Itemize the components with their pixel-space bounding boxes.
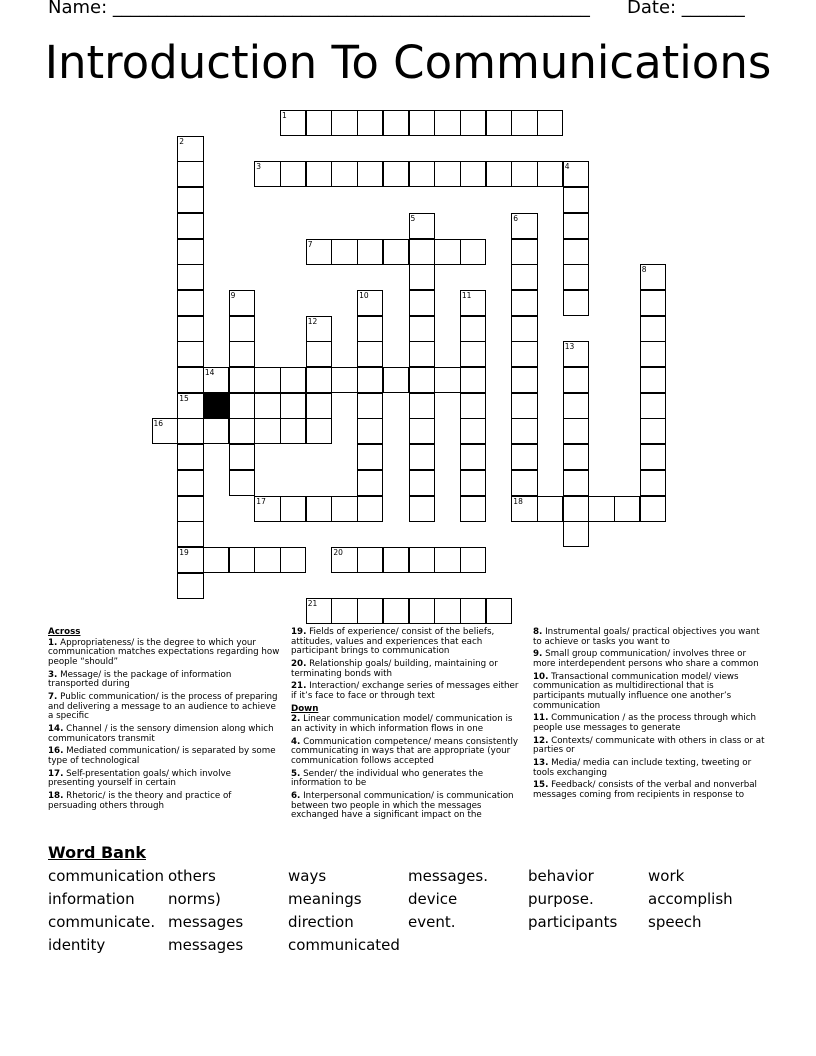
crossword-cell[interactable] [280, 418, 306, 444]
crossword-cell[interactable] [460, 239, 486, 265]
crossword-cell[interactable] [511, 444, 537, 470]
clue-across-1: 1. Appropriateness/ is the degree to which your communication matches expectations regarding how people “should” [48, 637, 280, 667]
crossword-cell[interactable] [177, 213, 203, 239]
clue-down-11: 11. Communication / as the process through which people use messages to generate [533, 713, 757, 733]
word-bank-item: identity [48, 936, 106, 954]
word-bank-item: purpose. [528, 890, 594, 908]
crossword-cell[interactable] [280, 393, 306, 419]
crossword-cell[interactable] [357, 341, 383, 367]
crossword-cell[interactable] [486, 598, 512, 624]
crossword-cell[interactable] [177, 573, 203, 599]
crossword-cell[interactable] [511, 393, 537, 419]
clue-down-5: 5. Sender/ the individual who generates the information to be [291, 768, 484, 789]
clue-number-17: 17 [256, 496, 266, 506]
crossword-cell[interactable] [511, 418, 537, 444]
crossword-cell[interactable] [640, 316, 666, 342]
crossword-cell[interactable] [177, 341, 203, 367]
crossword-cell[interactable] [383, 598, 409, 624]
crossword-cell[interactable] [409, 470, 435, 496]
crossword-cell[interactable] [383, 239, 409, 265]
crossword-cell[interactable] [254, 393, 280, 419]
clue-across-20: 20. Relationship goals/ building, maintaining or terminating bonds with [291, 658, 498, 679]
clue-number-18: 18 [513, 496, 523, 506]
crossword-cell[interactable] [563, 496, 589, 522]
word-bank-item: norms) [168, 890, 221, 908]
crossword-cell[interactable] [563, 418, 589, 444]
crossword-cell[interactable] [177, 470, 203, 496]
clue-number-9: 9 [230, 290, 236, 300]
crossword-cell[interactable] [280, 161, 306, 187]
crossword-cell[interactable] [229, 547, 255, 573]
crossword-cell[interactable] [409, 547, 435, 573]
crossword-cell[interactable] [460, 367, 486, 393]
crossword-cell[interactable] [306, 393, 332, 419]
crossword-cell[interactable] [280, 367, 306, 393]
clue-number-5: 5 [410, 213, 416, 223]
crossword-cell[interactable] [563, 290, 589, 316]
crossword-cell[interactable] [511, 110, 537, 136]
clue-number-20: 20 [333, 547, 343, 557]
crossword-cell[interactable] [563, 470, 589, 496]
clue-down-2: 2. Linear communication model/ communication is an activity in which information flows in one [291, 714, 513, 734]
crossword-cell[interactable] [640, 393, 666, 419]
clue-down-10: 10. Transactional communication model/ views communication as multidirectional that is participants mutually influence one another’s communication [533, 671, 739, 711]
crossword-cell[interactable] [331, 161, 357, 187]
crossword-cell[interactable] [229, 444, 255, 470]
clue-number-16: 16 [153, 419, 164, 429]
crossword-cell[interactable] [640, 470, 666, 496]
clue-across-18: 18. Rhetoric/ is the theory and practice of persuading others through [48, 791, 232, 811]
crossword-cell[interactable] [409, 598, 435, 624]
word-bank-item: meanings [288, 890, 362, 908]
crossword-cell[interactable] [280, 496, 306, 522]
crossword-cell[interactable] [331, 110, 357, 136]
crossword-cell[interactable] [203, 418, 229, 444]
crossword-cell[interactable] [434, 110, 460, 136]
clues-column-2 [291, 628, 523, 824]
crossword-cell[interactable] [434, 598, 460, 624]
word-bank-item: ways [288, 867, 327, 885]
crossword-cell[interactable] [460, 496, 486, 522]
crossword-cell[interactable] [331, 239, 357, 265]
crossword-cell[interactable] [306, 110, 332, 136]
crossword-cell[interactable] [357, 547, 383, 573]
crossword-cell[interactable] [511, 239, 537, 265]
crossword-cell[interactable] [383, 161, 409, 187]
crossword-cell[interactable] [306, 367, 332, 393]
clue-across-3: 3. Message/ is the package of information transported during [48, 669, 232, 690]
crossword-black-cell [203, 393, 229, 419]
crossword-cell[interactable] [177, 418, 203, 444]
crossword-cell[interactable] [563, 444, 589, 470]
crossword-cell[interactable] [357, 161, 383, 187]
word-bank-item: participants [528, 913, 618, 931]
crossword-cell[interactable] [357, 470, 383, 496]
crossword-cell[interactable] [460, 598, 486, 624]
crossword-cell[interactable] [563, 239, 589, 265]
crossword-cell[interactable] [486, 161, 512, 187]
name-field[interactable]: Name: _____________________________________________________ [48, 0, 590, 18]
clues-column-3 [533, 628, 765, 804]
crossword-cell[interactable] [563, 393, 589, 419]
crossword-cell[interactable] [537, 496, 563, 522]
clue-number-11: 11 [461, 290, 472, 300]
crossword-cell[interactable] [409, 418, 435, 444]
crossword-cell[interactable] [331, 496, 357, 522]
crossword-cell[interactable] [383, 367, 409, 393]
crossword-cell[interactable] [511, 316, 537, 342]
crossword-cell[interactable] [409, 264, 435, 290]
crossword-cell[interactable] [177, 239, 203, 265]
crossword-cell[interactable] [409, 367, 435, 393]
crossword-cell[interactable] [254, 367, 280, 393]
crossword-cell[interactable] [357, 418, 383, 444]
word-bank-item: work [648, 867, 685, 885]
down-heading: Down [291, 703, 319, 714]
word-bank-item: messages [168, 913, 244, 931]
crossword-cell[interactable] [460, 341, 486, 367]
crossword-cell[interactable] [563, 187, 589, 213]
crossword-cell[interactable] [331, 598, 357, 624]
clue-down-4: 4. Communication competence/ means consistently communicating in ways that are appropriate (your communication follows accepted [291, 736, 519, 766]
crossword-cell[interactable] [229, 367, 255, 393]
crossword-cell[interactable] [409, 161, 435, 187]
word-bank-title: Word Bank [48, 843, 147, 862]
crossword-cell[interactable] [640, 290, 666, 316]
crossword-cell[interactable] [563, 264, 589, 290]
date-field[interactable]: Date: _______ [627, 0, 745, 18]
crossword-cell[interactable] [306, 161, 332, 187]
clue-number-7: 7 [307, 239, 313, 249]
crossword-cell[interactable] [383, 110, 409, 136]
across-heading: Across [48, 627, 81, 637]
clue-down-15: 15. Feedback/ consists of the verbal and nonverbal messages coming from recipients in response to [533, 780, 757, 801]
crossword-cell[interactable] [357, 110, 383, 136]
word-bank-item: communication [48, 867, 165, 885]
crossword-cell[interactable] [254, 547, 280, 573]
crossword-cell[interactable] [563, 213, 589, 239]
crossword-cell[interactable] [203, 547, 229, 573]
word-bank-item: direction [288, 913, 354, 931]
crossword-cell[interactable] [640, 444, 666, 470]
clue-number-14: 14 [204, 368, 215, 377]
word-bank-item: messages [168, 936, 244, 954]
crossword-cell[interactable] [357, 598, 383, 624]
crossword-cell[interactable] [383, 547, 409, 573]
crossword-cell[interactable] [229, 316, 255, 342]
word-bank-item: device [408, 890, 458, 908]
crossword-cell[interactable] [177, 316, 203, 342]
clue-down-9: 9. Small group communication/ involves three or more interdependent persons who share a common [533, 649, 759, 669]
crossword-cell[interactable] [229, 470, 255, 496]
clue-number-8: 8 [641, 265, 647, 275]
clue-number-19: 19 [179, 547, 189, 557]
crossword-cell[interactable] [614, 496, 640, 522]
clue-number-13: 13 [564, 342, 575, 352]
crossword-cell[interactable] [537, 110, 563, 136]
crossword-cell[interactable] [409, 239, 435, 265]
word-bank-item: accomplish [648, 890, 733, 908]
crossword-cell[interactable] [357, 393, 383, 419]
word-bank-item: communicate. [48, 913, 156, 931]
crossword-cell[interactable] [511, 161, 537, 187]
clue-down-6: 6. Interpersonal communication/ is communication between two people in which the messages exchanged have a significant impact on the [291, 791, 514, 821]
crossword-cell[interactable] [306, 496, 332, 522]
clue-number-15: 15 [179, 393, 189, 403]
crossword-cell[interactable] [434, 161, 460, 187]
word-bank-item: others [168, 867, 216, 885]
crossword-cell[interactable] [486, 110, 512, 136]
clue-across-21: 21. Interaction/ exchange series of messages either if it’s face to face or through text [291, 681, 519, 701]
crossword-cell[interactable] [357, 496, 383, 522]
crossword-cell[interactable] [409, 316, 435, 342]
clue-down-12: 12. Contexts/ communicate with others in class or at parties or [533, 735, 765, 756]
crossword-cell[interactable] [640, 341, 666, 367]
crossword-cell[interactable] [177, 187, 203, 213]
clue-number-2: 2 [179, 136, 184, 146]
crossword-cell[interactable] [177, 290, 203, 316]
clue-across-17: 17. Self-presentation goals/ which involve presenting yourself in certain [48, 768, 232, 789]
word-bank-item: event. [408, 913, 456, 931]
crossword-cell[interactable] [640, 496, 666, 522]
crossword-cell[interactable] [357, 367, 383, 393]
word-bank-item: messages. [408, 867, 488, 885]
crossword-cell[interactable] [511, 264, 537, 290]
crossword-cell[interactable] [409, 393, 435, 419]
crossword-cell[interactable] [409, 341, 435, 367]
crossword-cell[interactable] [229, 393, 255, 419]
crossword-cell[interactable] [460, 110, 486, 136]
crossword-cell[interactable] [409, 444, 435, 470]
clue-number-6: 6 [513, 213, 519, 223]
crossword-cell[interactable] [177, 264, 203, 290]
crossword-cell[interactable] [306, 418, 332, 444]
clue-number-4: 4 [564, 162, 570, 172]
crossword-cell[interactable] [357, 239, 383, 265]
clue-number-1: 1 [282, 111, 287, 120]
crossword-cell[interactable] [460, 470, 486, 496]
word-bank-item: information [48, 890, 135, 908]
clue-number-3: 3 [256, 162, 262, 172]
crossword-cell[interactable] [409, 290, 435, 316]
clues-column-1 [48, 628, 280, 814]
crossword-cell[interactable] [588, 496, 614, 522]
crossword-cell[interactable] [511, 290, 537, 316]
crossword-cell[interactable] [434, 547, 460, 573]
crossword-cell[interactable] [357, 444, 383, 470]
crossword-cell[interactable] [460, 316, 486, 342]
crossword-cell[interactable] [177, 161, 203, 187]
crossword-cell[interactable] [254, 418, 280, 444]
crossword-cell[interactable] [434, 239, 460, 265]
crossword-cell[interactable] [177, 521, 203, 547]
crossword-cell[interactable] [177, 444, 203, 470]
clue-number-12: 12 [307, 316, 318, 326]
clue-across-16: 16. Mediated communication/ is separated by some type of technological [48, 746, 276, 766]
crossword-cell[interactable] [460, 393, 486, 419]
crossword-cell[interactable] [460, 161, 486, 187]
crossword-cell[interactable] [563, 367, 589, 393]
crossword-cell[interactable] [229, 341, 255, 367]
clue-across-19: 19. Fields of experience/ consist of the beliefs, attitudes, values and experiences that each participant brings to communication [291, 627, 495, 657]
crossword-cell[interactable] [177, 496, 203, 522]
word-bank-item: communicated [288, 936, 400, 954]
page-title: Introduction To Communications [44, 36, 772, 89]
crossword-cell[interactable] [409, 496, 435, 522]
crossword-cell[interactable] [640, 418, 666, 444]
clue-down-13: 13. Media/ media can include texting, tweeting or tools exchanging [533, 758, 752, 778]
clue-number-10: 10 [359, 290, 369, 300]
crossword-cell[interactable] [511, 341, 537, 367]
crossword-cell[interactable] [563, 521, 589, 547]
crossword-cell[interactable] [306, 341, 332, 367]
clue-number-21: 21 [307, 599, 318, 609]
crossword-cell[interactable] [229, 418, 255, 444]
crossword-cell[interactable] [177, 367, 203, 393]
crossword-cell[interactable] [331, 367, 357, 393]
crossword-cell[interactable] [409, 110, 435, 136]
crossword-cell[interactable] [280, 547, 306, 573]
crossword-cell[interactable] [511, 470, 537, 496]
word-bank-item: speech [648, 913, 702, 931]
crossword-cell[interactable] [357, 316, 383, 342]
crossword-cell[interactable] [434, 367, 460, 393]
crossword-cell[interactable] [460, 444, 486, 470]
clue-across-14: 14. Channel / is the sensory dimension along which communicators transmit [48, 723, 274, 744]
crossword-cell[interactable] [511, 367, 537, 393]
crossword-cell[interactable] [640, 367, 666, 393]
crossword-cell[interactable] [460, 547, 486, 573]
clue-down-8: 8. Instrumental goals/ practical objectives you want to achieve or tasks you want to [533, 627, 760, 647]
crossword-cell[interactable] [460, 418, 486, 444]
clue-across-7: 7. Public communication/ is the process of preparing and delivering a message to an audience to achieve a specific [48, 691, 278, 722]
word-bank-item: behavior [528, 867, 594, 885]
crossword-cell[interactable] [537, 161, 563, 187]
